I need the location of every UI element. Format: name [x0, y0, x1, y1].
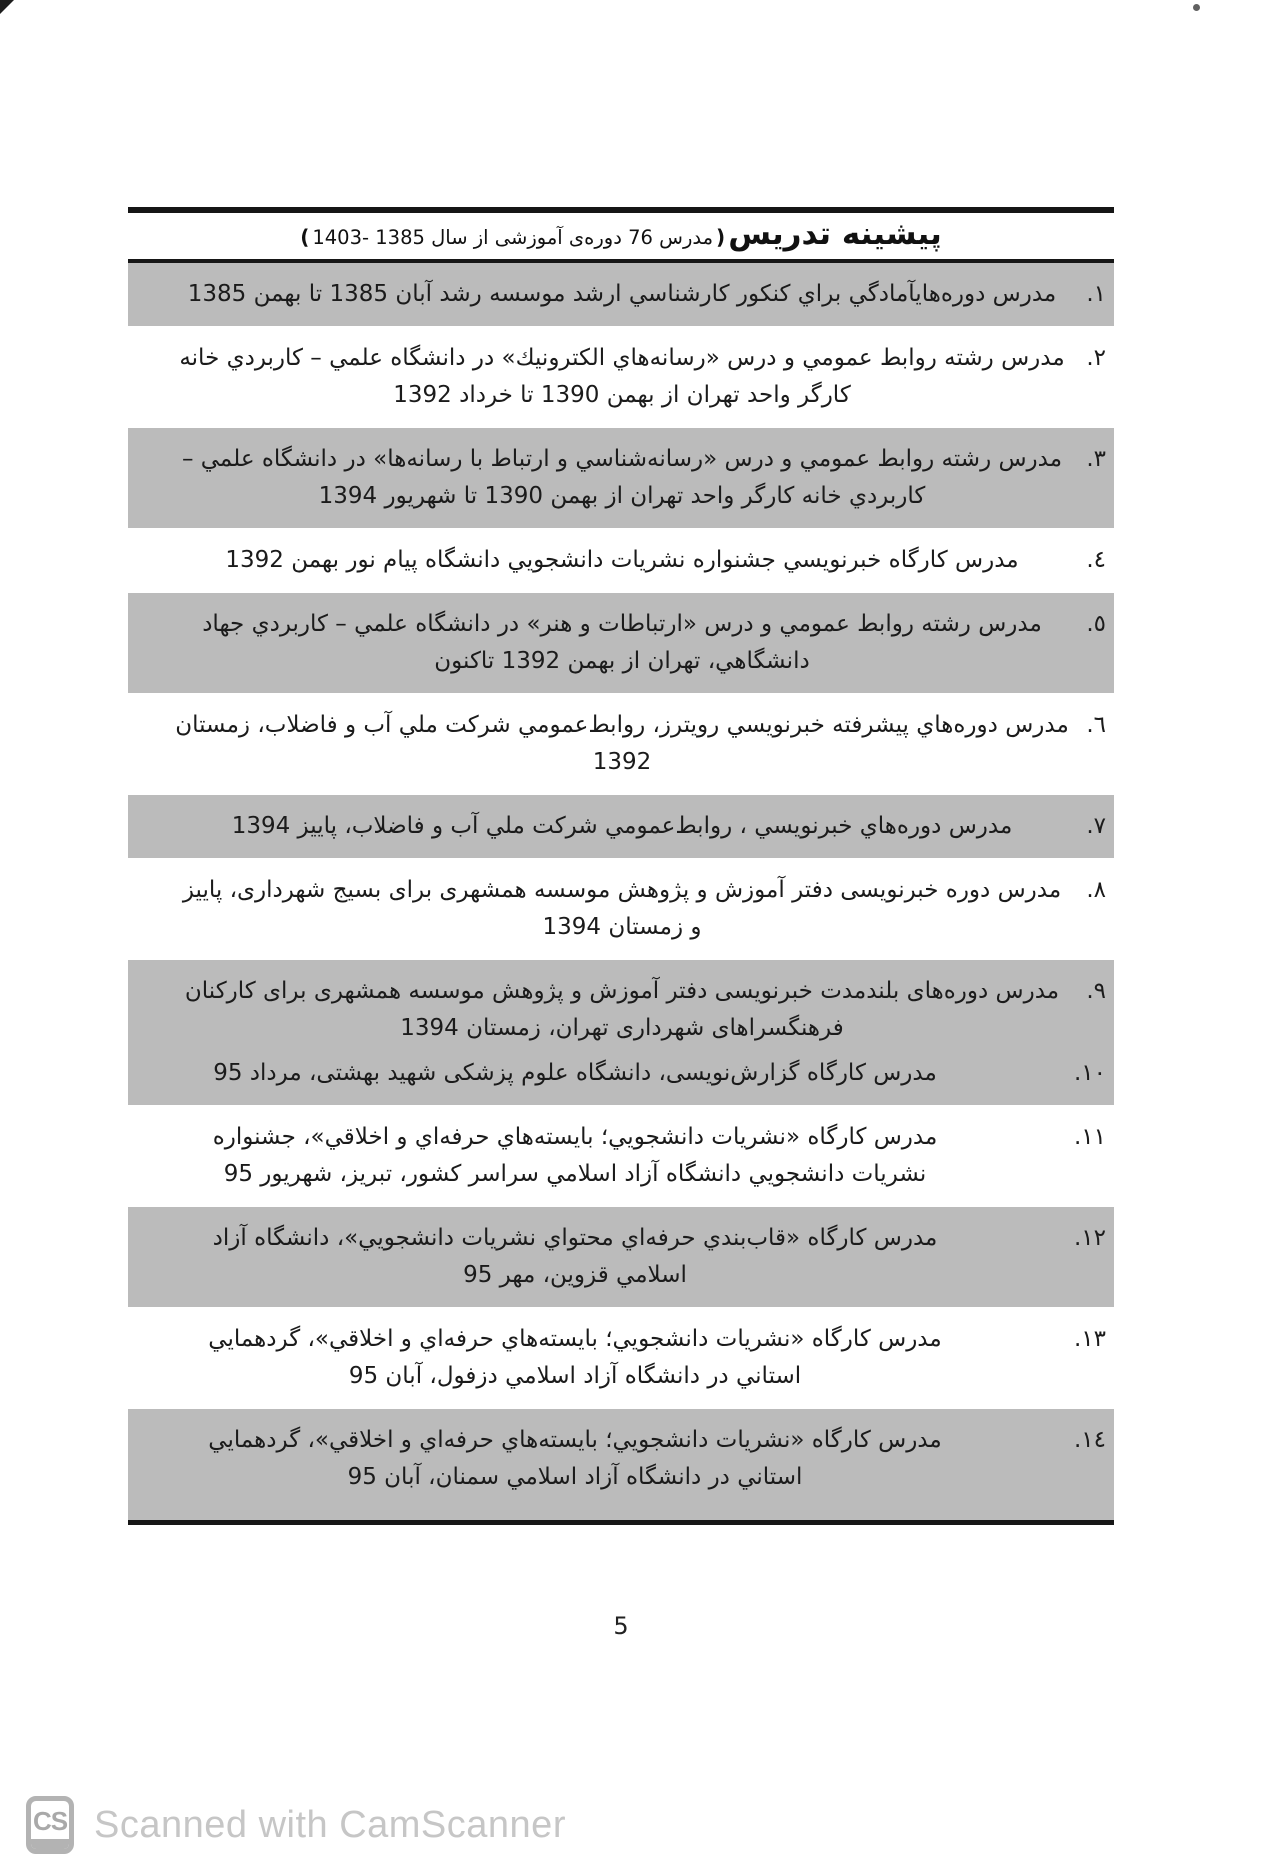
- page-title: پیشینه تدریس: [728, 216, 942, 252]
- camscanner-logo-icon: [26, 1796, 74, 1854]
- list-item: [128, 1105, 1114, 1207]
- items-list: [128, 263, 1114, 1520]
- item-text: مدرس رشته روابط عمومي و درس «ارتباطات و هنر» در دانشگاه علمي – كاربردي جهاد دانشگاهي، تهران از بهمن 1392 تاكنون: [202, 611, 1042, 674]
- item-number: ٤.: [1086, 547, 1106, 573]
- item-number: ١١.: [1073, 1124, 1106, 1150]
- list-item: [128, 1409, 1114, 1520]
- list-item: [128, 960, 1114, 1051]
- list-item: [128, 693, 1114, 795]
- item-text: مدرس كارگاه «نشريات دانشجويي؛ بايسته‌هاي حرفه‌اي و اخلاقي»، جشنواره نشريات دانشجويي دانشگاه آزاد اسلامي سراسر كشور، تبريز، شهريور 95: [212, 1124, 938, 1187]
- list-item: [128, 263, 1114, 326]
- item-text: مدرس كارگاه گزارش‌نویسی، دانشگاه علوم پزشکی شهید بهشتی، مرداد 95: [213, 1060, 937, 1086]
- list-item: [128, 858, 1114, 960]
- list-item: [128, 1207, 1114, 1307]
- item-number: ١٤.: [1073, 1427, 1106, 1453]
- item-number: ١.: [1086, 281, 1106, 307]
- list-item: [128, 326, 1114, 428]
- item-number: ٥.: [1086, 611, 1106, 637]
- item-number: ٩.: [1086, 978, 1106, 1004]
- item-number: ٧.: [1086, 813, 1106, 839]
- list-item: [128, 593, 1114, 693]
- item-text: مدرس دوره‌هايآمادگي براي كنكور كارشناسي ارشد موسسه رشد آبان 1385 تا بهمن 1385: [187, 281, 1057, 307]
- item-number: ٢.: [1086, 345, 1106, 371]
- list-item: [128, 1307, 1114, 1409]
- header-subtitle: مدرس 76 دوره‌ی آموزشی از سال 1385 -1403: [312, 226, 714, 249]
- list-item: [128, 795, 1114, 858]
- item-text: مدرس كارگاه خبرنويسي جشنواره نشريات دانشجويي دانشگاه پيام نور بهمن 1392: [225, 547, 1019, 573]
- list-item: [128, 528, 1114, 593]
- teaching-history-table: [128, 207, 1114, 1525]
- item-text: مدرس دوره‌هاي خبرنويسي ، روابط‌عمومي شركت ملي آب و فاضلاب، پاييز 1394: [231, 813, 1013, 839]
- table-header: [128, 213, 1114, 263]
- list-item: [128, 1051, 1114, 1105]
- camscanner-logo-letters: CS: [32, 1805, 68, 1836]
- scan-artifact-dot: [1193, 4, 1200, 11]
- item-text: مدرس دوره‌های بلندمدت خبرنویسی دفتر آموزش و پژوهش موسسه همشهری برای کارکنان فرهنگسراهای شهرداری تهران، زمستان 1394: [184, 978, 1060, 1041]
- item-number: ٨.: [1086, 877, 1106, 903]
- camscanner-caption: Scanned with CamScanner: [94, 1803, 566, 1846]
- paren-end: (: [300, 225, 310, 249]
- page-number: 5: [613, 1612, 629, 1640]
- item-text: مدرس رشته روابط عمومي و درس «رسانه‌شناسي و ارتباط با رسانه‌ها» در دانشگاه علمي – كاربردي خانه كارگر واحد تهران از بهمن 1390 تا شهريور 1394: [181, 446, 1063, 509]
- scan-artifact-corner: [0, 0, 14, 14]
- list-item: [128, 428, 1114, 528]
- paren-after-title: ): [716, 225, 726, 249]
- item-number: ٦.: [1086, 712, 1106, 738]
- camscanner-footer: [26, 1796, 566, 1854]
- item-text: مدرس كارگاه «نشريات دانشجويي؛ بايسته‌هاي حرفه‌اي و اخلاقي»، گردهمايي استاني در دانشگاه آزاد اسلامي دزفول، آبان 95: [208, 1326, 942, 1389]
- item-number: ٣.: [1086, 446, 1106, 472]
- item-text: مدرس دوره خبرنویسی دفتر آموزش و پژوهش موسسه همشهری برای بسیج شهرداری، پاییز و زمستان 1394: [182, 877, 1062, 940]
- item-text: مدرس كارگاه «قاب‌بندي حرفه‌اي محتواي نشريات دانشجويي»، دانشگاه آزاد اسلامي قزوين، مهر 95: [212, 1225, 938, 1288]
- item-text: مدرس رشته روابط عمومي و درس «رسانه‌هاي الكترونيك» در دانشگاه علمي – كاربردي خانه كارگر واحد تهران از بهمن 1390 تا خرداد 1392: [179, 345, 1065, 408]
- item-text: مدرس دوره‌هاي پيشرفته خبرنويسي رويترز، روابط‌عمومي شركت ملي آب و فاضلاب، زمستان 1392: [175, 712, 1069, 775]
- item-number: ١٢.: [1073, 1225, 1106, 1251]
- item-number: ١٣.: [1073, 1326, 1106, 1352]
- item-number: ١٠.: [1073, 1060, 1106, 1086]
- item-text: مدرس كارگاه «نشريات دانشجويي؛ بايسته‌هاي حرفه‌اي و اخلاقي»، گردهمايي استاني در دانشگاه آزاد اسلامي سمنان، آبان 95: [208, 1427, 942, 1490]
- camscanner-logo-bar: [31, 1839, 69, 1849]
